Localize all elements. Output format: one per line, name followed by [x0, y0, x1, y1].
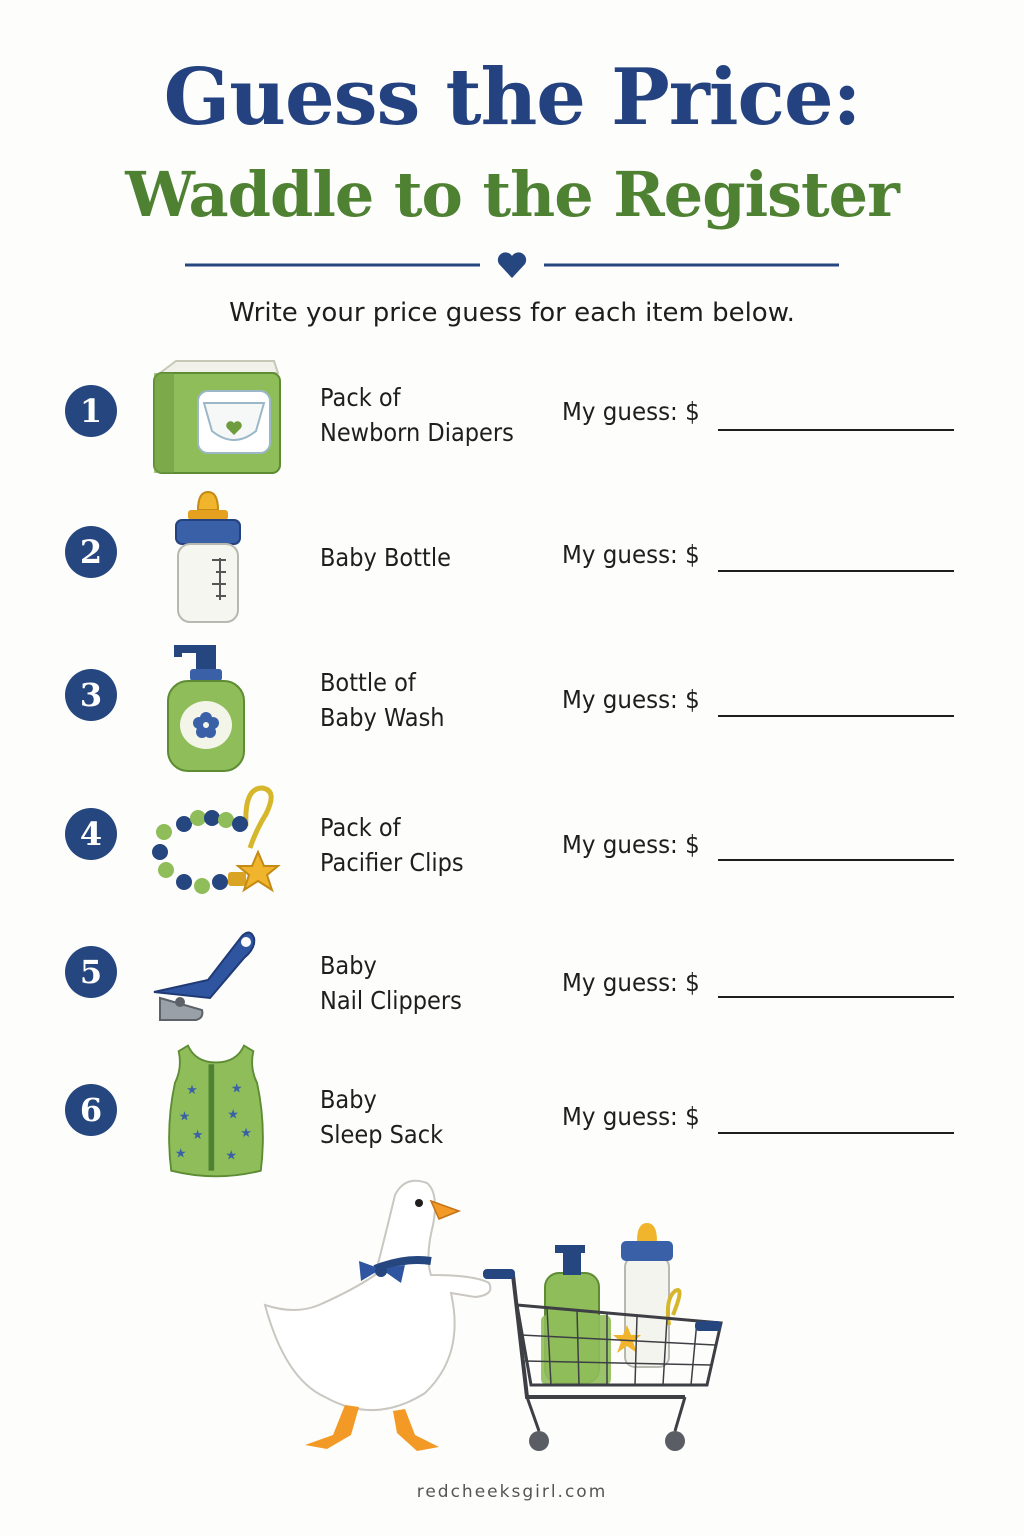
item-name-line2: Pacifier Clips	[320, 848, 464, 877]
page-subtitle: Waddle to the Register	[125, 158, 899, 231]
item-name-line2: Sleep Sack	[320, 1120, 444, 1149]
baby-bottle-icon	[146, 488, 286, 628]
nail-clippers-icon	[146, 918, 286, 1058]
item-row-bottle	[0, 488, 1024, 628]
item-row-sleep-sack	[0, 1040, 1024, 1180]
heart-divider	[185, 250, 839, 280]
pacifier-clip-icon	[146, 778, 286, 918]
baby-wash-icon	[146, 633, 286, 773]
heart-icon	[498, 252, 526, 278]
svg-text:★: ★	[178, 1109, 191, 1125]
item-name	[320, 665, 527, 735]
item-row-nail-clippers	[0, 918, 1024, 1058]
item-name	[320, 810, 527, 880]
item-row-pacifier-clips	[0, 778, 1024, 918]
guess-label: My guess: $	[562, 540, 700, 569]
item-name-line1: Baby	[320, 951, 377, 980]
item-name-line1: Pack of	[320, 813, 401, 842]
svg-text:★: ★	[186, 1083, 198, 1099]
guess-answer-line[interactable]	[718, 570, 954, 572]
guess-answer-line[interactable]	[718, 1132, 954, 1134]
svg-text:★: ★	[230, 1081, 243, 1097]
item-name-line2: Baby Wash	[320, 703, 445, 732]
guess-label: My guess: $	[562, 397, 700, 426]
item-row-diapers	[0, 345, 1024, 485]
guess-answer-line[interactable]	[718, 715, 954, 717]
goose-with-cart-illustration	[255, 1165, 735, 1465]
sleep-sack-icon	[146, 1040, 286, 1180]
item-name-line1: Pack of	[320, 383, 401, 412]
page-title: Guess the Price:	[163, 52, 861, 143]
item-number: 4	[65, 808, 117, 860]
item-name	[320, 948, 527, 1018]
guess-label: My guess: $	[562, 1102, 700, 1131]
item-name-line1: Bottle of	[320, 668, 416, 697]
item-name	[320, 1082, 527, 1152]
svg-text:★: ★	[227, 1107, 239, 1123]
guess-label: My guess: $	[562, 685, 700, 714]
item-name-line1: Baby Bottle	[320, 543, 451, 572]
guess-answer-line[interactable]	[718, 859, 954, 861]
item-name-line2: Newborn Diapers	[320, 418, 514, 447]
svg-text:★: ★	[240, 1126, 252, 1142]
item-number: 6	[65, 1084, 117, 1136]
item-name-line1: Baby	[320, 1085, 377, 1114]
item-number: 1	[65, 385, 117, 437]
svg-text:★: ★	[191, 1127, 204, 1143]
guess-answer-line[interactable]	[718, 996, 954, 998]
item-number: 5	[65, 946, 117, 998]
item-number: 2	[65, 526, 117, 578]
diaper-pack-icon	[146, 345, 286, 485]
item-name-line2: Nail Clippers	[320, 986, 462, 1015]
footer-website: redcheeksgirl.com	[416, 1482, 608, 1502]
guess-label: My guess: $	[562, 830, 700, 859]
item-name	[320, 540, 527, 575]
guess-label: My guess: $	[562, 968, 700, 997]
instructions-text: Write your price guess for each item below.	[229, 298, 795, 328]
svg-text:★: ★	[174, 1146, 187, 1162]
svg-text:★: ★	[225, 1148, 238, 1164]
guess-answer-line[interactable]	[718, 429, 954, 431]
item-number: 3	[65, 669, 117, 721]
item-name	[320, 380, 527, 450]
item-row-baby-wash	[0, 633, 1024, 773]
